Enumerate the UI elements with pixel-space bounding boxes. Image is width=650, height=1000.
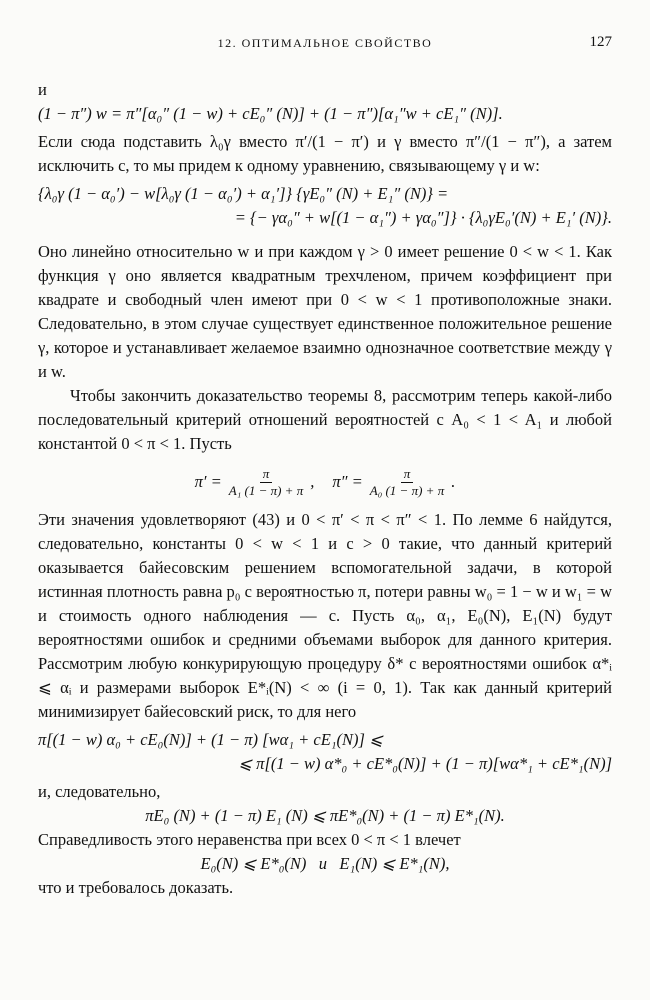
page-number: 127 (589, 34, 612, 50)
equation-5: πE₀ (N) + (1 − π) E₁ (N) ⩽ πE*₀(N) + (1 − π) E*₁(N). (145, 806, 505, 825)
equation-1: (1 − π″) w = π″[α₀″ (1 − w) + cE₀″ (N)] + (1 − π″)[α₁″w + cE₁″ (N)]. (38, 104, 503, 123)
equation-6: E₀(N) ⩽ E*₀(N) и E₁(N) ⩽ E*₁(N), (200, 854, 450, 873)
fraction-pi-prime (226, 466, 306, 499)
running-head (38, 36, 612, 56)
equation-3-lhs-2: π″ = (332, 472, 363, 491)
equation-2-line-2: = {− γα₀″ + w[(1 − α₁″) + γα₀″]} · {λ₀γE₀′(N) + E₁′ (N)}. (234, 208, 612, 227)
text-line: Справедливость этого неравенства при всех 0 < π < 1 влечет (38, 830, 461, 849)
equation-3-end: . (451, 472, 456, 491)
fraction-pi-double-prime (367, 466, 447, 499)
running-title: 12. ОПТИМАЛЬНОЕ СВОЙСТВО (217, 36, 433, 50)
equation-4-line-1: π[(1 − w) α₀ + cE₀(N)] + (1 − π) [wα₁ + cE₁(N)] ⩽ (38, 730, 383, 749)
text-line: что и требовалось доказать. (38, 878, 234, 897)
equation-3-separator: , (310, 472, 315, 491)
page-body (38, 78, 612, 900)
paragraph-2: Оно линейно относительно w и при каждом γ > 0 имеет решение 0 < w < 1. Как функция γ оно является квадратным трехчленом, причем коэффициент при квадрате и свободный член имеют при 0 < w < 1 противоположные знаки. Следовательно, в этом случае существует единственное положительное решение γ, которое и устанавливает желаемое взаимно однозначное соответствие между γ и w. (38, 242, 612, 381)
fraction-numerator: π (260, 466, 273, 483)
fraction-denominator: A₀ (1 − π) + π (369, 482, 445, 498)
paragraph-4: Эти значения удовлетворяют (43) и 0 < π′ < π < π″ < 1. По лемме 6 найдутся, следовательно, константы 0 < w < 1 и c > 0 такие, что данный критерий оказывается байесовским решением вспомогательной задачи, в которой истинная плотность равна p₀ с вероятностью π, потери равны w₀ = 1 − w и w₁ = w и стоимость одного наблюдения — c. Пусть α₀, α₁, E₀(N), E₁(N) будут вероятностями ошибок и средними объемами выборок для данного критерия. Рассмотрим любую конкурирующую процедуру δ* с вероятностями ошибок α*ᵢ ⩽ αᵢ и размерами выборок E*ᵢ(N) < ∞ (i = 0, 1). Так как данный критерий минимизирует байесовский риск, то для него (38, 510, 612, 721)
paragraph-1: Если сюда подставить λ₀γ вместо π′/(1 − π′) и γ вместо π″/(1 − π″), а затем исключить c, то мы придем к одному уравнению, связывающему γ и w: (38, 132, 612, 175)
equation-4-line-2: ⩽ π[(1 − w) α*₀ + cE*₀(N)] + (1 − π)[wα*₁ + cE*₁(N)] (238, 754, 612, 773)
equation-3-lhs-1: π′ = (194, 472, 222, 491)
text-line: и, следовательно, (38, 782, 161, 801)
equation-2-line-1: {λ₀γ (1 − α₀′) − w[λ₀γ (1 − α₀′) + α₁′]} {γE₀″ (N) + E₁″ (N)} = (38, 184, 449, 203)
text-line: и (38, 80, 47, 99)
fraction-numerator: π (401, 466, 414, 483)
paragraph-3: Чтобы закончить доказательство теоремы 8, рассмотрим теперь какой-либо последовательный критерий отношений вероятностей с A₀ < 1 < A₁ и любой константой 0 < π < 1. Пусть (38, 386, 612, 453)
fraction-denominator: A₁ (1 − π) + π (228, 482, 304, 498)
equation-3 (38, 460, 612, 504)
